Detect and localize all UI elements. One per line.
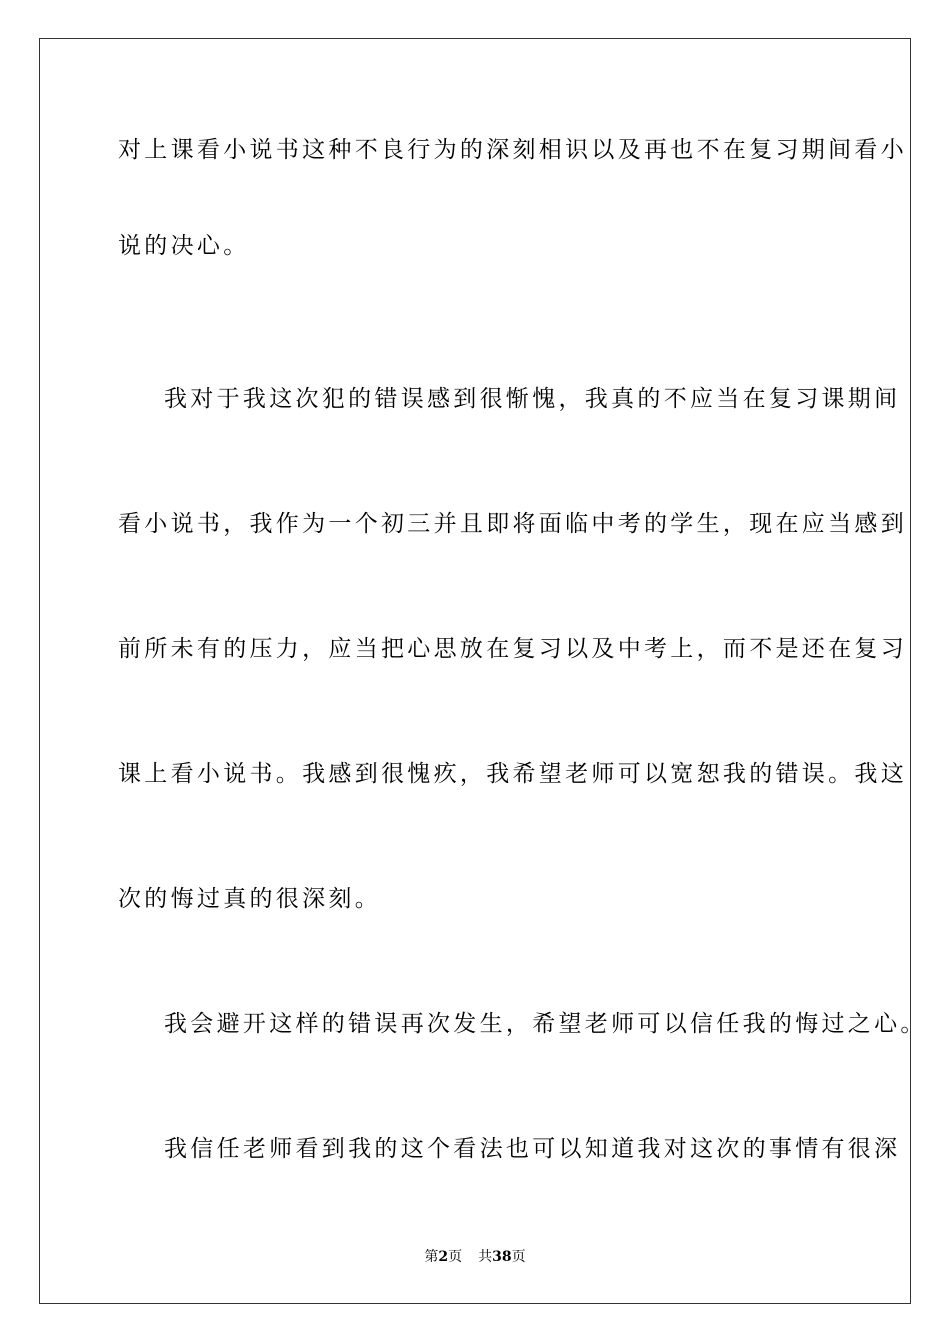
text-line-2: 说的决心。 — [118, 233, 250, 259]
text-line-1: 对上课看小说书这种不良行为的深刻相识以及再也不在复习期间看小 — [118, 137, 907, 163]
page-prefix: 第 — [424, 1249, 439, 1265]
text-line-8: 我会避开这样的错误再次发生，希望老师可以信任我的悔过之心。 — [164, 1011, 927, 1037]
page-suffix: 页 — [448, 1249, 463, 1265]
text-line-4: 看小说书，我作为一个初三并且即将面临中考的学生，现在应当感到 — [118, 511, 907, 537]
page-number: 2 — [438, 1249, 449, 1265]
text-line-3: 我对于我这次犯的错误感到很惭愧，我真的不应当在复习课期间 — [164, 386, 901, 412]
text-line-7: 次的悔过真的很深刻。 — [118, 886, 381, 912]
total-suffix: 页 — [511, 1249, 526, 1265]
text-line-6: 课上看小说书。我感到很愧疚，我希望老师可以宽恕我的错误。我这 — [118, 761, 907, 787]
text-line-9: 我信任老师看到我的这个看法也可以知道我对这次的事情有很深 — [164, 1136, 901, 1162]
total-prefix: 共 — [478, 1249, 493, 1265]
text-line-5: 前所未有的压力，应当把心思放在复习以及中考上，而不是还在复习 — [118, 636, 907, 662]
total-pages: 38 — [492, 1249, 512, 1265]
page-frame — [39, 38, 927, 1304]
page-footer — [0, 1248, 950, 1266]
